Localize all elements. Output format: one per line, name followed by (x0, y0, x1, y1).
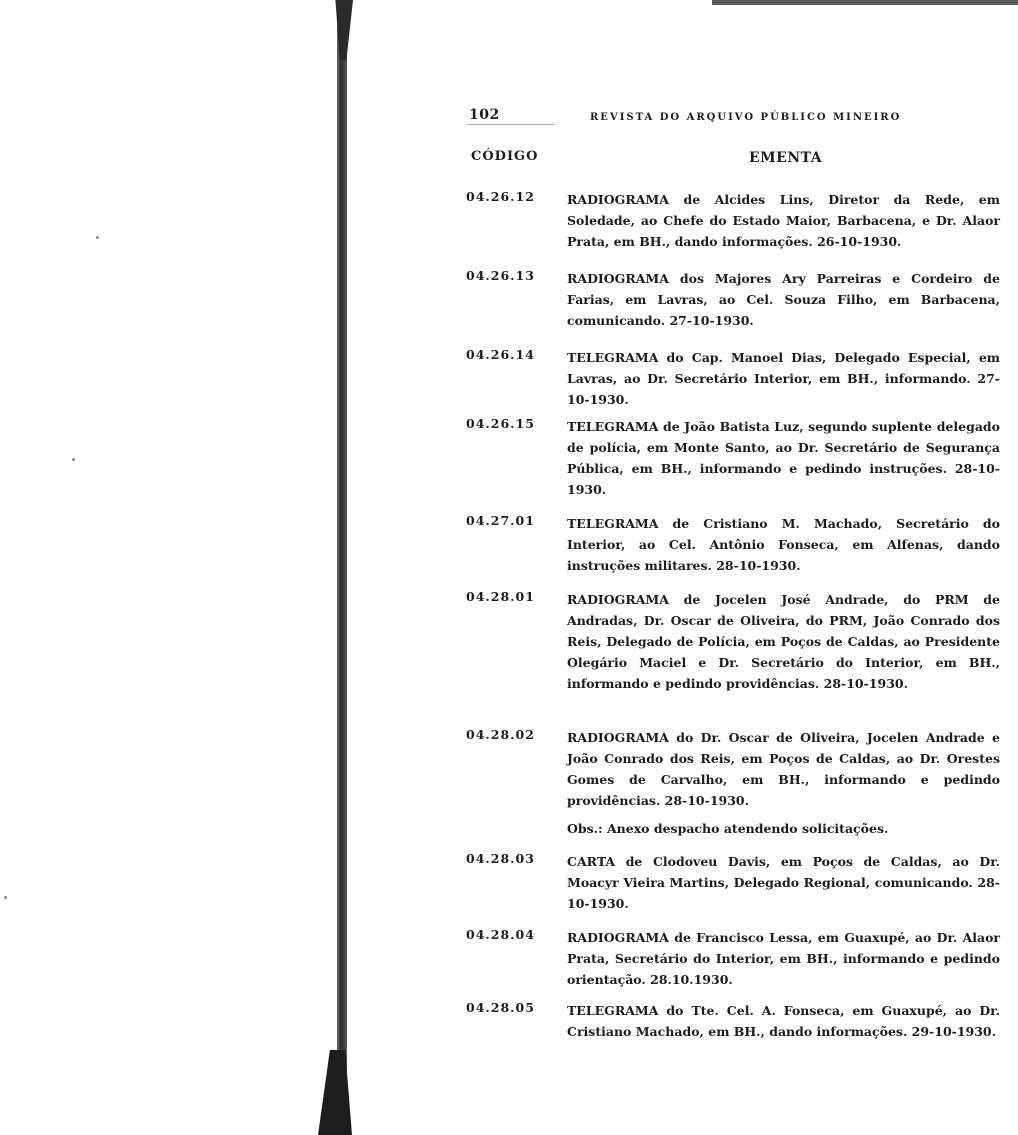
scan-edge (712, 0, 1018, 5)
ementa-column-header: EMENTA (749, 150, 823, 166)
entry-code: 04.26.14 (466, 347, 535, 362)
entry-text: TELEGRAMA do Tte. Cel. A. Fonseca, em Guaxupé, ao Dr. Cristiano Machado, em BH., dando informações. 29-10-1930. (567, 1003, 1000, 1039)
entry-code: 04.28.04 (466, 927, 535, 942)
entry-code: 04.28.03 (466, 851, 535, 866)
entry-observation: Obs.: Anexo despacho atendendo solicitações. (567, 821, 889, 836)
entry-text: RADIOGRAMA de Jocelen José Andrade, do PRM de Andradas, Dr. Oscar de Oliveira, do PRM, João Conrado dos Reis, Delegado de Polícia, em Poços de Caldas, ao Presidente Olegário Maciel e Dr. Secretário do Interior, em BH., informando e pedindo providências. 28-10-1930. (567, 592, 1000, 691)
entry-code: 04.26.15 (466, 416, 535, 431)
running-head: REVISTA DO ARQUIVO PÚBLICO MINEIRO (590, 112, 902, 123)
entry-code: 04.28.05 (466, 1000, 535, 1015)
entry-code: 04.27.01 (466, 513, 535, 528)
entry-text: RADIOGRAMA de Alcides Lins, Diretor da Rede, em Soledade, ao Chefe do Estado Maior, Barbacena, e Dr. Alaor Prata, em BH., dando informações. 26-10-1930. (567, 192, 1000, 249)
entry-text: TELEGRAMA de Cristiano M. Machado, Secretário do Interior, ao Cel. Antônio Fonseca, em Alfenas, dando instruções militares. 28-10-1930. (567, 516, 1000, 573)
book-spine (337, 0, 347, 1135)
scan-speck (4, 896, 7, 899)
scan-speck (72, 458, 75, 461)
page-number: 102 (469, 107, 500, 123)
entry-code: 04.28.02 (466, 727, 535, 742)
entry-code: 04.26.13 (466, 268, 535, 283)
entry-code: 04.26.12 (466, 189, 535, 204)
book-spine-top (331, 0, 353, 60)
code-column-header: CÓDIGO (471, 149, 539, 164)
page-number-rule (467, 124, 555, 125)
entry-code: 04.28.01 (466, 589, 535, 604)
entry-text: TELEGRAMA de João Batista Luz, segundo suplente delegado de polícia, em Monte Santo, ao Dr. Secretário de Segurança Pública, em BH., informando e pedindo instruções. 28-10-1930. (567, 419, 1000, 497)
entry-text: RADIOGRAMA dos Majores Ary Parreiras e Cordeiro de Farias, em Lavras, ao Cel. Souza Filho, em Barbacena, comunicando. 27-10-1930. (567, 271, 1000, 328)
entry-text: CARTA de Clodoveu Davis, em Poços de Caldas, ao Dr. Moacyr Vieira Martins, Delegado Regional, comunicando. 28-10-1930. (567, 854, 1000, 911)
entry-text: RADIOGRAMA de Francisco Lessa, em Guaxupé, ao Dr. Alaor Prata, Secretário do Interior, em BH., informando e pedindo orientação. 28.10.1930. (567, 930, 1000, 987)
scan-speck (96, 236, 99, 239)
entry-text: RADIOGRAMA do Dr. Oscar de Oliveira, Jocelen Andrade e João Conrado dos Reis, em Poços de Caldas, ao Dr. Orestes Gomes de Carvalho, em BH., informando e pedindo providências. 28-10-1930. (567, 730, 1000, 808)
entry-text: TELEGRAMA do Cap. Manoel Dias, Delegado Especial, em Lavras, ao Dr. Secretário Interior, em BH., informando. 27-10-1930. (567, 350, 1000, 407)
